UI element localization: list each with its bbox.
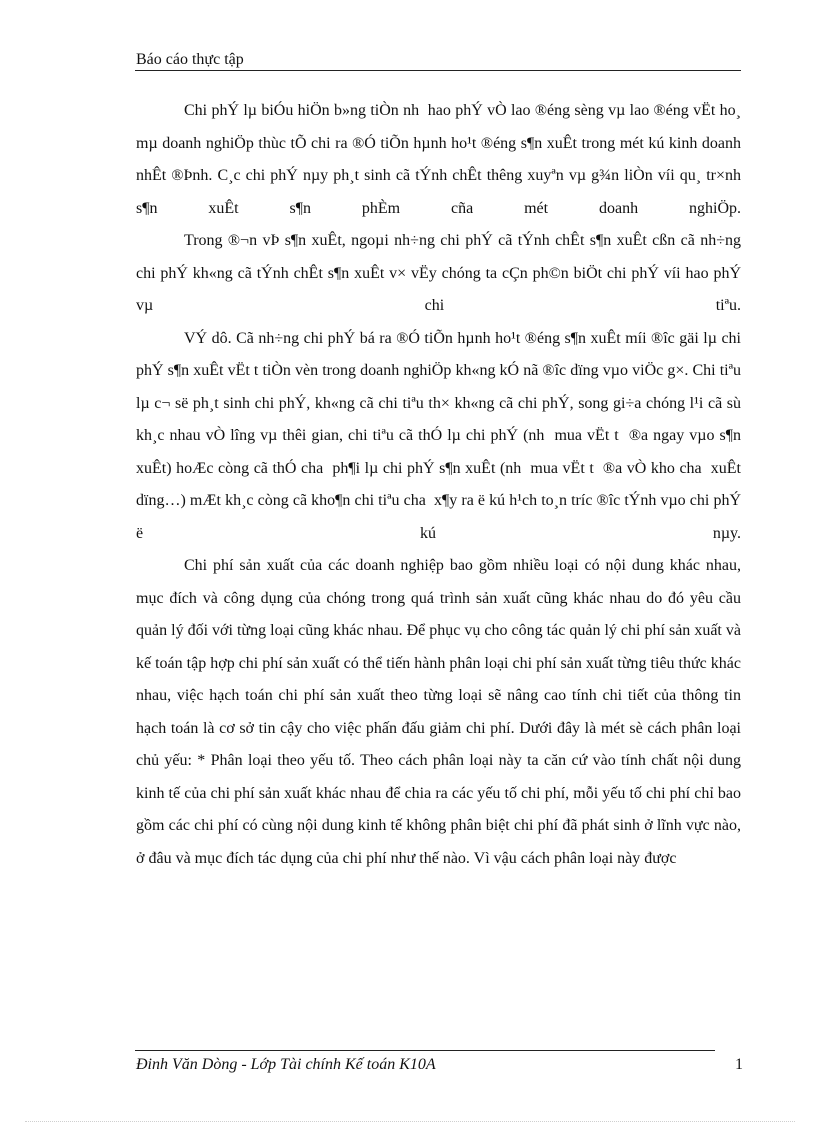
page-header-title: Báo cáo thực tập [136, 51, 244, 68]
footer-divider [135, 1050, 715, 1051]
page-number: 1 [735, 1056, 743, 1073]
paragraph-example: VÝ dô. Cã nh÷ng chi phÝ bá ra ®Ó tiÕn hµnh ho¹t ®éng s¶n xuÊt míi ®îc gäi lµ chi phÝ s¶n xuÊt vËt t tiÒn vèn trong doanh nghiÖp kh«ng kÓ nã ®îc dïng vµo viÖc g×. Chi tiªu lµ c¬ së ph¸t sinh chi phÝ, kh«ng cã chi tiªu th× kh«ng cã chi phÝ, song gi÷a chóng l¹i cã sù kh¸c nhau vÒ lîng vµ thêi gian, chi tiªu cã thÓ lµ chi phÝ (nh mua vËt t ®a ngay vµo s¶n xuÊt) hoÆc còng cã thÓ cha ph¶i lµ chi phÝ s¶n xuÊt (nh mua vËt t ®a vÒ kho cha xuÊt dïng…) mÆt kh¸c còng cã kho¶n chi tiªu cha x¶y ra ë kú h¹ch to¸n tríc ®îc tÝnh vµo chi phÝ ë kú nµy. [136, 329, 741, 542]
paragraph-cost-definition: Chi phÝ lµ biÓu hiÖn b»ng tiÒn nh hao phÝ vÒ lao ®éng sèng vµ lao ®éng vËt ho¸ mµ doanh nghiÖp thùc tÕ chi ra ®Ó tiÕn hµnh ho¹t ®éng s¶n xuÊt trong mét kú kinh doanh nhÊt ®Þnh. C¸c chi phÝ nµy ph¸t sinh cã tÝnh chÊt thêng xuyªn vµ g¾n liÒn víi qu¸ tr×nh s¶n xuÊt s¶n phÈm cña mét doanh nghiÖp. [136, 102, 741, 217]
page-bottom-edge [25, 1121, 795, 1122]
paragraph-cost-classification: Chi phí sản xuất của các doanh nghiệp bao gồm nhiều loại có nội dung khác nhau, mục đích và công dụng của chóng trong quá trình sản xuất cũng khác nhau do đó yêu cầu quản lý đối với từng loại cũng khác nhau. Để phục vụ cho công tác quản lý chi phí sản xuất và kế toán tập hợp chi phí sản xuất có thể tiến hành phân loại chi phí sản xuất từng tiêu thức khác nhau, việc hạch toán chi phí sản xuất theo từng loại sẽ nâng cao tính chi tiết của thông tin hạch toán là cơ sở tin cậy cho việc phấn đấu giảm chi phí. Dưới đây là mét sè cách phân loại chủ yếu: * Phân loại theo yếu tố. Theo cách phân loại này ta căn cứ vào tính chất nội dung kinh tế của chi phí sản xuất khác nhau để chia ra các yếu tố chi phí, mỗi yếu tố chi phí chỉ bao gồm các chi phí có cùng nội dung kinh tế không phân biệt chi phí đã phát sinh ở lĩnh vực nào, ở đâu và mục đích tác dụng của chi phí như thế nào. Vì vậu cách phân loại này được [136, 557, 741, 867]
paragraph-cost-vs-expense: Trong ®¬n vÞ s¶n xuÊt, ngoµi nh÷ng chi phÝ cã tÝnh chÊt s¶n xuÊt cßn cã nh÷ng chi phÝ kh«ng cã tÝnh chÊt s¶n xuÊt v× vËy chóng ta cÇn ph©n biÖt chi phÝ víi hao phÝ vµ chi tiªu. [136, 232, 741, 314]
header-divider [135, 70, 741, 71]
body-text [136, 95, 741, 875]
footer-author: Đinh Văn Dòng - Lớp Tài chính Kế toán K10A [136, 1056, 436, 1073]
